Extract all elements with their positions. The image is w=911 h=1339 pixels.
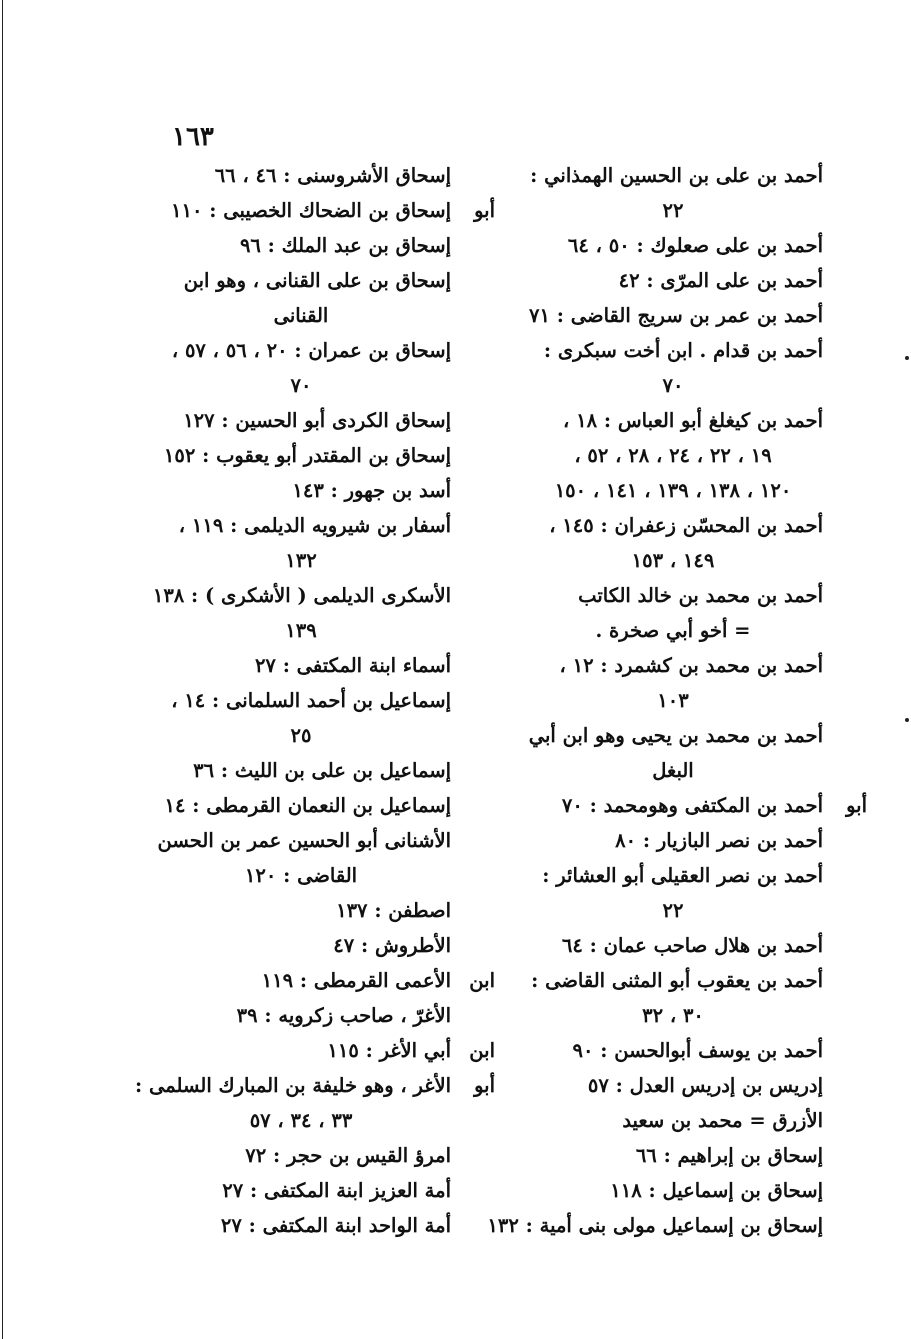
index-entry (523, 1103, 823, 1138)
index-entry (523, 333, 823, 403)
page-number: ١٦٣ (172, 122, 214, 152)
index-entry (523, 578, 823, 648)
index-entry (151, 928, 451, 963)
index-entry (151, 1138, 451, 1173)
entry-continuation: = أخو أبي صخرة . (595, 619, 751, 642)
entry-text: إدريس بن إدريس العدل : ٥٧ (587, 1074, 823, 1097)
entry-text: أمة الواحد ابنة المكتفى : ٢٧ (220, 1214, 451, 1237)
index-entry (523, 298, 823, 333)
entry-continuation: ٢٥ (290, 724, 312, 747)
index-entry (523, 228, 823, 263)
index-entry (523, 1033, 823, 1068)
entry-text: أسفار بن شيرويه الديلمى : ١١٩ ، (178, 514, 451, 537)
index-entry (523, 1138, 823, 1173)
entry-text: إسحاق بن على القنانى ، وهو ابن (183, 269, 451, 292)
entry-text: إسحاق بن إسماعيل مولى بنى أمية : ١٣٢ (487, 1214, 823, 1237)
index-entry (151, 333, 451, 403)
entry-text: إسحاق بن عبد الملك : ٩٦ (239, 234, 451, 257)
entry-text: امرؤ القيس بن حجر : ٧٢ (245, 1144, 451, 1167)
index-entry (523, 788, 867, 823)
index-entry (151, 893, 451, 928)
entry-continuation: ٧٠ (290, 374, 312, 397)
entry-text: أحمد بن على بن الحسين الهمذاني : (530, 164, 823, 187)
index-entry (151, 403, 451, 438)
index-entry (523, 403, 823, 508)
index-entry (151, 263, 451, 333)
index-entry (151, 193, 495, 228)
entry-text: الأعمى القرمطى : ١١٩ (261, 969, 451, 992)
index-entry (151, 578, 451, 648)
index-entry (523, 1068, 823, 1103)
entry-text: أحمد بن المحسّن زعفران : ١٤٥ ، (549, 514, 823, 537)
entry-text: الأطروش : ٤٧ (333, 934, 451, 957)
entry-text: أحمد بن المكتفى وهومحمد : ٧٠ (561, 794, 823, 817)
index-entry (151, 683, 451, 753)
entry-text: أحمد بن نصر العقيلى أبو العشائر : (542, 864, 823, 887)
index-entry (523, 963, 823, 1033)
index-entry (487, 1208, 823, 1243)
index-entry (523, 928, 823, 963)
entry-continuation: ٧٠ (662, 374, 684, 397)
index-entry (523, 858, 823, 928)
entry-prefix: ابن (469, 1039, 495, 1062)
entry-continuation: ١٠٣ (657, 689, 689, 712)
entry-text: الأغرّ ، صاحب زكرويه : ٣٩ (236, 1004, 451, 1027)
index-entry (151, 823, 451, 893)
margin-mark (905, 356, 909, 360)
entry-continuation: ١٢٠ ، ١٣٨ ، ١٣٩ ، ١٤١ ، ١٥٠ (554, 479, 792, 502)
entry-text: أحمد بن محمد بن كشمرد : ١٢ ، (559, 654, 823, 677)
entry-text: أحمد بن يعقوب أبو المثنى القاضى : (531, 969, 823, 992)
index-entry (151, 158, 451, 193)
entry-text: اصطفن : ١٣٧ (336, 899, 451, 922)
entry-continuation: ١٤٩ ، ١٥٣ (631, 549, 715, 572)
entry-text: إسحاق بن الضحاك الخصيبى : ١١٠ (171, 199, 451, 222)
entry-text: إسحاق بن عمران : ٢٠ ، ٥٦ ، ٥٧ ، (171, 339, 451, 362)
entry-text: الأغر ، وهو خليفة بن المبارك السلمى : (135, 1074, 451, 1097)
entry-text: أحمد بن على صعلوك : ٥٠ ، ٦٤ (567, 234, 823, 257)
entry-continuation: البغل (652, 759, 694, 782)
margin-mark (905, 718, 909, 722)
entry-text: أحمد بن نصر البازيار : ٨٠ (615, 829, 823, 852)
entry-text: إسماعيل بن أحمد السلمانى : ١٤ ، (171, 689, 451, 712)
entry-text: أحمد بن يوسف أبوالحسن : ٩٠ (572, 1039, 823, 1062)
index-entry (151, 508, 451, 578)
entry-continuation: ١٣٢ (285, 549, 317, 572)
index-entry (135, 1068, 495, 1138)
entry-text: أبي الأغر : ١١٥ (327, 1039, 451, 1062)
entry-text: أحمد بن كيغلغ أبو العباس : ١٨ ، (563, 409, 823, 432)
entry-continuation: ٢٢ (662, 899, 684, 922)
entry-prefix: أبو (846, 794, 867, 817)
entry-text: إسحاق بن إسماعيل : ١١٨ (610, 1179, 823, 1202)
index-entry (151, 963, 495, 998)
entry-text: أسماء ابنة المكتفى : ٢٧ (254, 654, 451, 677)
index-entry (151, 788, 451, 823)
entry-continuation: القنانى (273, 304, 329, 327)
entry-text: إسحاق بن إبراهيم : ٦٦ (635, 1144, 823, 1167)
entry-text: إسماعيل بن النعمان القرمطى : ١٤ (164, 794, 451, 817)
entry-text: الأشنانى أبو الحسين عمر بن الحسن (157, 829, 451, 852)
index-entry (523, 1173, 823, 1208)
index-entry (151, 438, 451, 473)
page-edge-line (2, 0, 3, 1339)
entry-continuation: ٢٢ (662, 199, 684, 222)
entry-text: أسد بن جهور : ١٤٣ (292, 479, 451, 502)
index-entry (151, 1173, 451, 1208)
entry-text: الأسكرى الديلمى ( الأشكرى ) : ١٣٨ (152, 584, 451, 607)
entry-continuation: القاضى : ١٢٠ (244, 864, 358, 887)
entry-text: أحمد بن قدام . ابن أخت سبكرى : (543, 339, 823, 362)
index-entry (523, 648, 823, 718)
entry-text: أحمد بن محمد بن يحيى وهو ابن أبي (528, 724, 823, 747)
entry-prefix: أبو (474, 1074, 495, 1097)
index-entry (151, 998, 451, 1033)
index-entry (151, 648, 451, 683)
entry-continuation: ٣٠ ، ٣٢ (642, 1004, 704, 1027)
index-entry (523, 508, 823, 578)
entry-continuation: ١٩ ، ٢٢ ، ٢٤ ، ٢٨ ، ٥٢ ، (574, 444, 772, 467)
index-column-left (135, 158, 495, 1243)
entry-text: أحمد بن على المرّى : ٤٢ (618, 269, 823, 292)
entry-text: إسحاق الأشروسنى : ٤٦ ، ٦٦ (214, 164, 451, 187)
index-entry (523, 718, 823, 788)
index-entry (151, 1033, 495, 1068)
index-column-right (487, 158, 867, 1243)
entry-text: أحمد بن محمد بن خالد الكاتب (578, 584, 823, 607)
entry-text: أحمد بن هلال صاحب عمان : ٦٤ (561, 934, 823, 957)
index-entry (523, 263, 823, 298)
entry-continuation: ٣٣ ، ٣٤ ، ٥٧ (249, 1109, 353, 1132)
index-entry (151, 228, 451, 263)
index-entry (151, 753, 451, 788)
entry-text: الأزرق = محمد بن سعيد (622, 1109, 823, 1132)
entry-prefix: ابن (469, 969, 495, 992)
index-entry (523, 158, 823, 228)
entry-text: إسماعيل بن على بن الليث : ٣٦ (193, 759, 451, 782)
entry-continuation: ١٣٩ (285, 619, 317, 642)
entry-prefix: أبو (474, 199, 495, 222)
entry-text: أحمد بن عمر بن سريج القاضى : ٧١ (529, 304, 823, 327)
entry-text: أمة العزيز ابنة المكتفى : ٢٧ (222, 1179, 451, 1202)
index-entry (523, 823, 823, 858)
index-entry (151, 473, 451, 508)
index-entry (151, 1208, 451, 1243)
entry-text: إسحاق الكردى أبو الحسين : ١٢٧ (183, 409, 451, 432)
entry-text: إسحاق بن المقتدر أبو يعقوب : ١٥٢ (163, 444, 451, 467)
